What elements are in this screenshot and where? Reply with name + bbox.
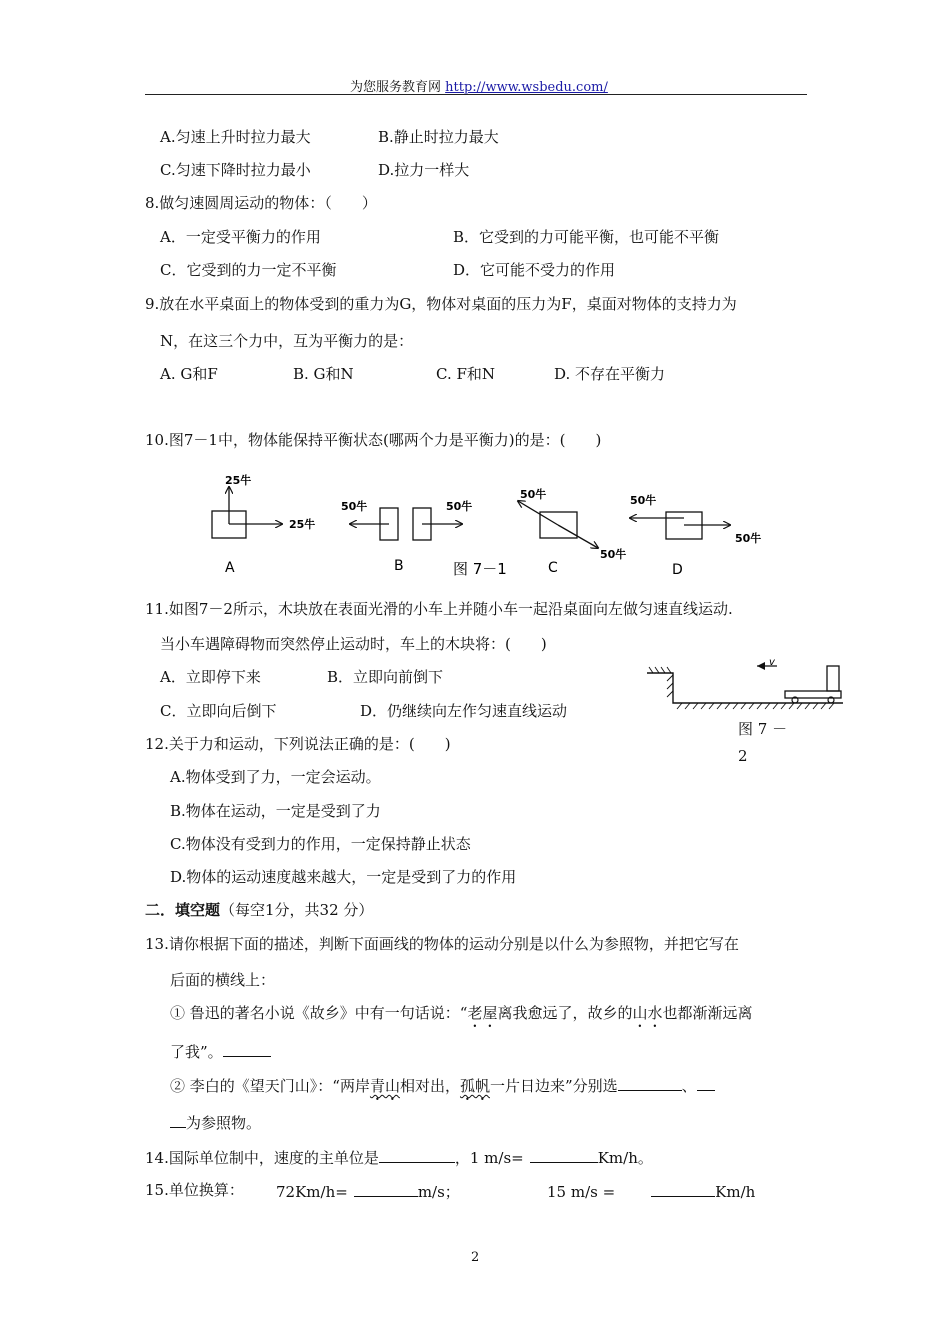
q13-item2-pre: ② 李白的《望天门山》：“两岸 (170, 1077, 370, 1095)
q11-option-c: C．立即向后倒下 (160, 702, 277, 720)
fig-b-label: B (394, 558, 404, 574)
q15-right (547, 1180, 755, 1202)
fig-7-2-block (827, 666, 839, 691)
q10-stem: 10.图7－1中，物体能保持平衡状态(哪两个力是平衡力)的是：( ) (145, 431, 602, 449)
q11-option-d: D．仍继续向左作匀速直线运动 (360, 702, 568, 720)
section-2-note: （每空1分，共32 分） (220, 901, 374, 919)
q15-left-expr: 72Km/h= (276, 1183, 348, 1201)
q14-mid: ，1 m/s= (454, 1149, 524, 1167)
q11-stem-line2: 当小车遇障碍物而突然停止运动时，车上的木块将：( ) (160, 635, 547, 653)
q15-right-blank[interactable] (651, 1180, 715, 1197)
q13-item-2 (170, 1074, 715, 1104)
q13-item2-blank-2-end[interactable] (170, 1111, 186, 1128)
q13-item2-sep: 、 (681, 1077, 697, 1095)
q13-item1-post: 也都渐渐远离 (662, 1004, 753, 1022)
q8-option-a: A．一定受平衡力的作用 (160, 228, 321, 246)
q13-item1-word-shanshui: 山水 (632, 1004, 663, 1022)
fig-c-arrow-up-left (518, 501, 558, 525)
q12-option-c: C.物体没有受到力的作用，一定保持静止状态 (170, 835, 471, 853)
fig-c-arrow-down-right (558, 525, 598, 548)
q9-option-a: A. G和F (160, 365, 218, 383)
q13-item1-pre: ① 鲁迅的著名小说《故乡》中有一句话说：“ (170, 1004, 468, 1022)
fig-7-2-velocity-arrowhead (757, 662, 765, 670)
q7-option-c: C.匀速下降时拉力最小 (160, 161, 311, 179)
q13-stem-line1: 13.请你根据下面的描述，判断下面画线的物体的运动分别是以什么为参照物，并把它写在 (145, 935, 739, 953)
fig-a-force-right-label: 25牛 (289, 518, 316, 531)
q15-right-expr: 15 m/s = (547, 1183, 616, 1201)
q15-left (276, 1180, 460, 1202)
fig-c-force-down-label: 50牛 (600, 548, 627, 561)
q13-stem-line2: 后面的横线上： (170, 971, 276, 989)
q13-item-1 (170, 1003, 753, 1031)
q13-item1-mid: 离我愈远了，故乡的 (497, 1004, 633, 1022)
q9-option-c: C. F和N (436, 365, 496, 383)
q9-option-b: B. G和N (293, 365, 354, 383)
q13-item2-blank-2-start[interactable] (697, 1074, 715, 1091)
fig-c-label: C (548, 560, 558, 576)
q12-stem: 12.关于力和运动，下列说法正确的是：( ) (145, 735, 451, 753)
q11-option-b: B．立即向前倒下 (327, 668, 444, 686)
figure-7-1 (200, 468, 775, 580)
q13-item2-blank-1[interactable] (618, 1074, 682, 1091)
q9-option-d: D. 不存在平衡力 (554, 365, 666, 383)
fig-a-label: A (225, 560, 235, 576)
figure-7-2 (645, 655, 845, 715)
fig-d-force-left-label: 50牛 (630, 494, 657, 507)
section-2-heading (145, 900, 373, 920)
q14-post: Km/h。 (597, 1149, 653, 1167)
q15-label: 15.单位换算： (145, 1181, 244, 1199)
page-number: 2 (471, 1250, 480, 1265)
fig-c-force-up-label: 50牛 (520, 488, 547, 501)
q13-item2-post: 一片日边来”分别选 (490, 1077, 618, 1095)
header-rule (145, 94, 807, 95)
q15-right-unit: Km/h (715, 1183, 756, 1201)
q13-item2-line2-text: 为参照物。 (186, 1114, 262, 1132)
q8-option-c: C．它受到的力一定不平衡 (160, 261, 337, 279)
q7-option-b: B.静止时拉力最大 (378, 128, 499, 146)
q12-option-d: D.物体的运动速度越来越大，一定是受到了力的作用 (170, 868, 517, 886)
q13-item2-word-qingshan: 青山 (369, 1077, 400, 1095)
q14-pre: 14.国际单位制中，速度的主单位是 (145, 1149, 379, 1167)
page-header (350, 76, 608, 95)
q8-option-b: B．它受到的力可能平衡，也可能不平衡 (453, 228, 720, 246)
q8-stem: 8.做匀速圆周运动的物体：（ ） (145, 194, 377, 212)
header-site-name: 为您服务教育网 (350, 80, 442, 95)
q14-blank-1[interactable] (379, 1146, 455, 1163)
q13-item1-line2-text: 了我”。 (170, 1043, 223, 1061)
q13-item1-word-laowu: 老屋 (467, 1004, 498, 1022)
header-link[interactable]: http://www.wsbedu.com/ (445, 80, 608, 95)
q15-left-unit: m/s； (417, 1183, 460, 1201)
fig-b-force-left-label: 50牛 (341, 500, 368, 513)
q14 (145, 1146, 653, 1168)
fig-d-label: D (672, 562, 683, 578)
q13-item-1-line2 (170, 1040, 271, 1062)
q11-stem-line1: 11.如图7－2所示，木块放在表面光滑的小车上并随小车一起沿桌面向左做匀速直线运动. (145, 600, 733, 618)
q12-option-b: B.物体在运动，一定是受到了力 (170, 802, 381, 820)
q11-option-a: A．立即停下来 (160, 668, 261, 686)
q12-option-a: A.物体受到了力，一定会运动。 (170, 768, 381, 786)
q9-stem-line2: N，在这三个力中，互为平衡力的是： (160, 332, 414, 350)
q13-item2-mid: 相对出， (399, 1077, 460, 1095)
fig-7-2-caption-line1: 图 7 － (738, 720, 788, 738)
q7-option-d: D.拉力一样大 (378, 161, 470, 179)
q9-stem-line1: 9.放在水平桌面上的物体受到的重力为G，物体对桌面的压力为F，桌面对物体的支持力为 (145, 295, 737, 313)
q13-item2-word-gufan: 孤帆 (459, 1077, 490, 1095)
q14-blank-2[interactable] (530, 1146, 598, 1163)
fig-7-2-velocity-label: v (769, 657, 775, 668)
fig-d-force-right-label: 50牛 (735, 532, 762, 545)
fig-7-2-caption-line2: 2 (738, 747, 748, 765)
q13-item1-blank[interactable] (223, 1040, 271, 1057)
q8-option-d: D．它可能不受力的作用 (453, 261, 616, 279)
fig-a-force-up-label: 25牛 (225, 474, 252, 487)
q7-option-a: A.匀速上升时拉力最大 (160, 128, 311, 146)
q15-left-blank[interactable] (354, 1180, 418, 1197)
fig-b-force-right-label: 50牛 (446, 500, 473, 513)
fig-7-1-caption: 图 7－1 (453, 560, 507, 578)
section-2-title: 二．填空题 (145, 901, 221, 919)
q13-item-2-line2 (170, 1111, 261, 1133)
